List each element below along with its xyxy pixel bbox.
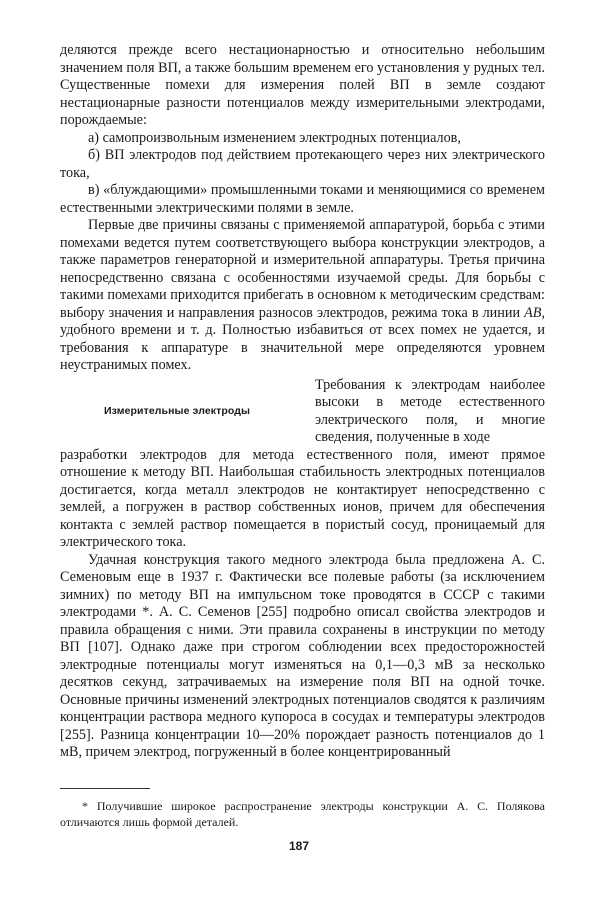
- footnote-divider: [60, 788, 150, 789]
- paragraph-causes-part1: Первые две причины связаны с применяемой аппаратурой, борьба с этими помехами ведется путем соответствующего выбора конструкции электродов, а также параметров генераторной и измерительной аппаратуры. Третья причина непосредственно связана с особенностями изучаемой среды. Для борьбы с такими помехами приходится прибегать в основном к методическим средствам: выбору значения и направления разносов электродов, режима тока в линии: [60, 217, 545, 321]
- line-ab-label: AB: [524, 304, 542, 321]
- section-title: Измерительные электроды: [104, 404, 251, 417]
- page-number: 187: [288, 839, 310, 853]
- paragraph-causes-part2: , удобного времени и т. д. Полностью избавиться от всех помех не удается, и требования к аппаратуре в значительной мере определяются уровнем неустранимых помех.: [60, 304, 545, 373]
- section-electrodes: [60, 377, 545, 447]
- paragraph-causes: [60, 217, 545, 375]
- list-item-c: в) «блуждающими» промышленными токами и меняющимися со временем естественными электрическими полями в земле.: [60, 182, 545, 216]
- section-intro-text: Требования к электродам наиболее высоки в методе естественного электрического поля, и многие сведения, полученные в ходе: [315, 376, 545, 445]
- list-item-b: б) ВП электродов под действием протекающего через них электрического тока,: [60, 147, 545, 181]
- footnote: * Получившие широкое распространение электроды конструкции А. С. Полякова отличаются лишь формой деталей.: [60, 799, 545, 829]
- list-item-a: а) самопроизвольным изменением электродных потенциалов,: [88, 129, 461, 146]
- paragraph-semenov: Удачная конструкция такого медного электрода была предложена А. С. Семеновым еще в 1937 г. Фактически все полевые работы (за исключением зимних) по методу ВП на импульсном токе проводятся в СССР с такими электродами *. А. С. Семенов [255] подробно описал свойства электродов и правила обращения с ними. Эти правила сохранены в инструкции по методу ВП [107]. Однако даже при строгом соблюдении всех предосторожностей электродные потенциалы могут изменяться на 0,1—0,3 мВ за несколько десятков секунд, затрачиваемых на измерение поля ВП на одной точке. Основные причины изменений электродных потенциалов сводятся к различиям концентрации раствора медного купороса в сосудах и температуры электродов [255]. Разница концентрации 10—20% порождает разность потенциалов до 1 мВ, причем электрод, погруженный в более концентрированный: [60, 551, 545, 760]
- page-body: [60, 42, 545, 762]
- paragraph-electrodes-continuation: разработки электродов для метода естественного поля, имеют прямое отношение к методу ВП. Наибольшая стабильность электродных потенциалов достигается, когда металл электродов не контактирует непосредственно с землей, а погружен в раствор собственных ионов, причем для обеспечения контакта с землей раствор помещается в пористый сосуд, проницаемый для электрического тока.: [60, 446, 545, 550]
- paragraph-intro: деляются прежде всего нестационарностью и относительно небольшим значением поля ВП, а также большим временем его установления у рудных тел. Существенные помехи для измерения полей ВП в земле создают нестационарные разности потенциалов между измерительными электродами, порождаемые:: [60, 42, 545, 128]
